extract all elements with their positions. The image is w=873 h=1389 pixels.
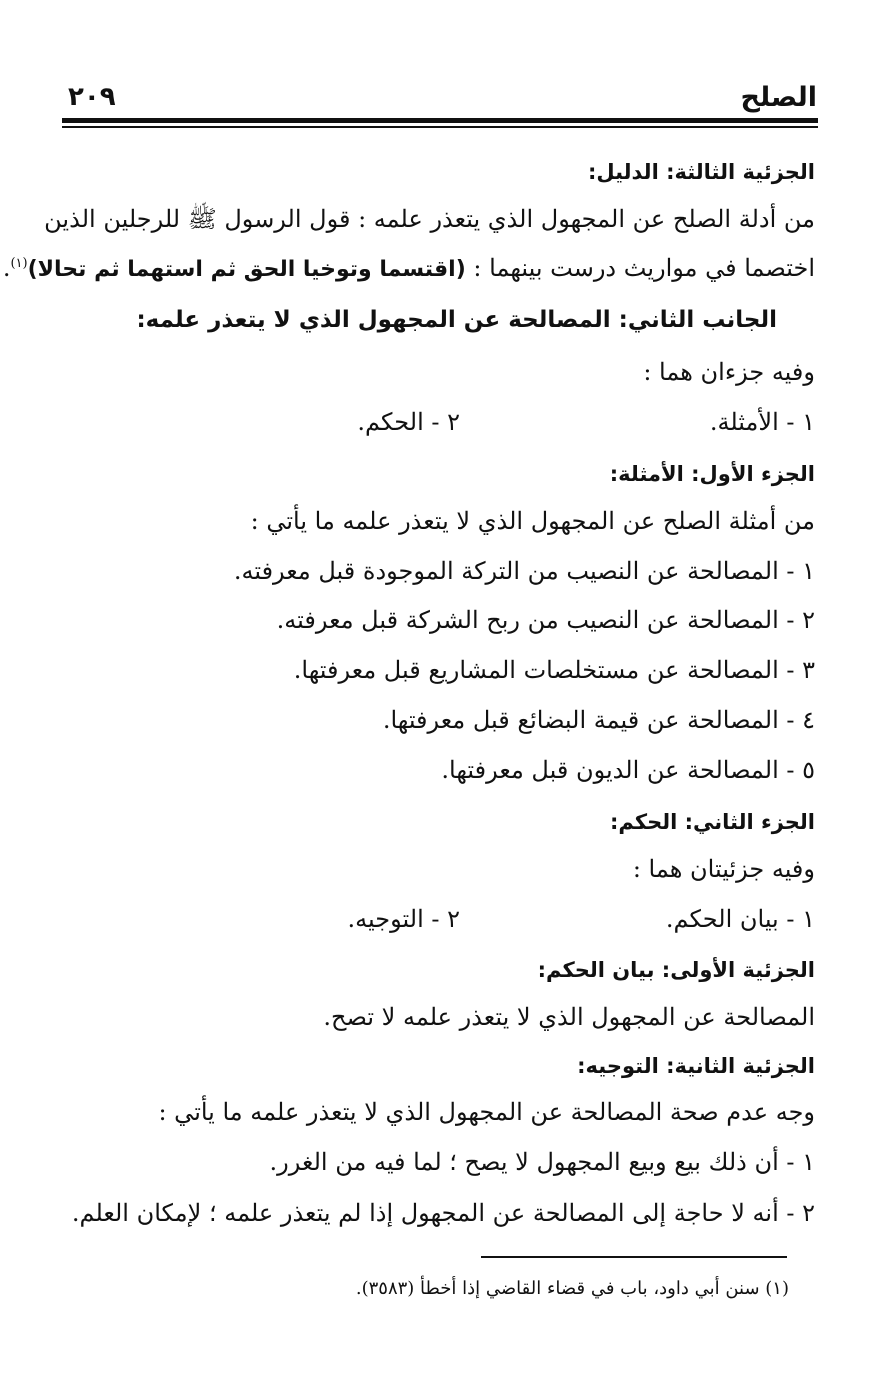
running-title: الصلح bbox=[740, 82, 817, 113]
page-number: ٢٠٩ bbox=[68, 82, 116, 112]
header-rule-thick bbox=[62, 118, 818, 123]
heading-bayan: الجزئية الأولى: بيان الحكم: bbox=[537, 958, 815, 982]
heading-tawjih: الجزئية الثانية: التوجيه: bbox=[577, 1054, 815, 1078]
part-item: ١ - بيان الحكم. bbox=[665, 905, 815, 933]
header-rule-thin bbox=[62, 126, 818, 128]
footnote-ref: (١) bbox=[10, 256, 28, 271]
heading-dalil: الجزئية الثالثة: الدليل: bbox=[587, 160, 815, 184]
part-item: ٢ - الحكم. bbox=[357, 408, 460, 436]
heading-juz-1: الجزء الأول: الأمثلة: bbox=[609, 462, 815, 486]
list-item: ١ - المصالحة عن النصيب من التركة الموجودة قبل معرفته. bbox=[233, 557, 815, 585]
tawjih-intro: وجه عدم صحة المصالحة عن المجهول الذي لا يتعذر علمه ما يأتي : bbox=[158, 1098, 815, 1126]
list-item: ٢ - المصالحة عن النصيب من ربح الشركة قبل معرفته. bbox=[276, 606, 815, 634]
paragraph-end: . bbox=[2, 254, 11, 282]
list-item: ٢ - أنه لا حاجة إلى المصالحة عن المجهول إذا لم يتعذر علمه ؛ لإمكان العلم. bbox=[71, 1199, 815, 1227]
part-item: ١ - الأمثلة. bbox=[709, 408, 815, 436]
heading-janib-2: الجانب الثاني: المصالحة عن المجهول الذي لا يتعذر علمه: bbox=[136, 307, 777, 333]
list-item: ٤ - المصالحة عن قيمة البضائع قبل معرفتها. bbox=[382, 706, 815, 734]
paragraph-text: اختصما في مواريث درست بينهما : bbox=[465, 254, 815, 282]
examples-intro: من أمثلة الصلح عن المجهول الذي لا يتعذر علمه ما يأتي : bbox=[250, 507, 815, 535]
heading-juz-2: الجزء الثاني: الحكم: bbox=[609, 810, 815, 834]
paragraph-line: من أدلة الصلح عن المجهول الذي يتعذر علمه : قول الرسول ﷺ للرجلين الذين bbox=[44, 205, 815, 233]
list-item: ٥ - المصالحة عن الديون قبل معرفتها. bbox=[441, 756, 815, 784]
intro-text: وفيه جزءان هما : bbox=[643, 358, 815, 386]
paragraph-line bbox=[3, 254, 815, 283]
list-item: ٣ - المصالحة عن مستخلصات المشاريع قبل معرفتها. bbox=[293, 656, 815, 684]
list-item: ١ - أن ذلك بيع وبيع المجهول لا يصح ؛ لما فيه من الغرر. bbox=[269, 1148, 815, 1176]
part-item: ٢ - التوجيه. bbox=[347, 905, 460, 933]
ruling-text: المصالحة عن المجهول الذي لا يتعذر علمه لا تصح. bbox=[323, 1003, 815, 1031]
intro-text: وفيه جزئيتان هما : bbox=[632, 855, 815, 883]
footnote-rule bbox=[481, 1256, 787, 1258]
footnote: (١) سنن أبي داود، باب في قضاء القاضي إذا أخطأ (٣٥٨٣). bbox=[355, 1278, 789, 1299]
hadith-quote: (اقتسما وتوخيا الحق ثم استهما ثم تحالا) bbox=[27, 257, 466, 282]
